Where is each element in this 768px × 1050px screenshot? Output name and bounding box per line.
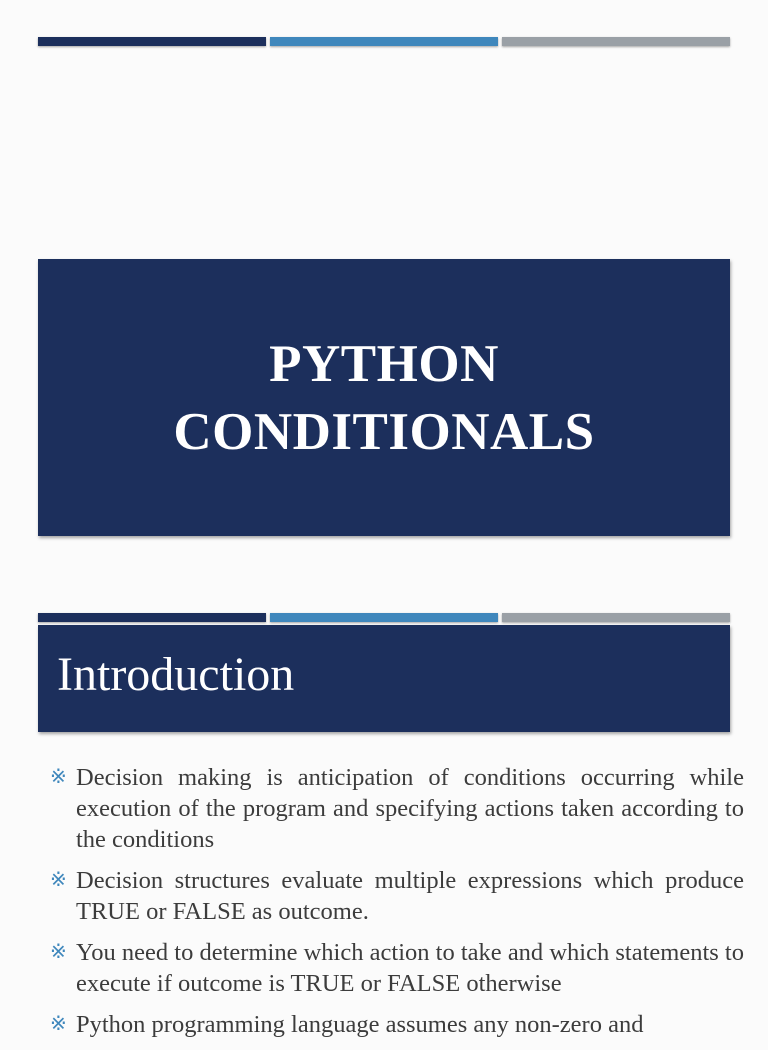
accent-bar-navy [38,613,266,622]
asterism-bullet-icon: ※ [50,1013,67,1035]
slide-title-line2: CONDITIONALS [173,402,595,461]
title-slide-banner [38,259,730,536]
bullet-text: Python programming language assumes any non-zero and [76,1011,644,1038]
accent-bar-navy [38,37,266,46]
asterism-bullet-icon: ※ [50,941,67,963]
bullet-text: Decision structures evaluate multiple expressions which produce TRUE or FALSE as outcome. [76,867,744,925]
bullet-item [50,865,744,927]
bullet-item [50,1009,744,1040]
asterism-bullet-icon: ※ [50,766,67,788]
bullet-text: You need to determine which action to take and which statements to execute if outcome is TRUE or FALSE otherwise [76,939,744,997]
accent-bar-blue [270,613,498,622]
accent-bar-gray [502,37,730,46]
accent-bar-gray [502,613,730,622]
slide-title [173,330,594,466]
bullet-list [50,762,744,1050]
bullet-text: Decision making is anticipation of conditions occurring while execution of the program and specifying actions taken according to the conditions [76,764,744,853]
section-header-banner [38,625,730,732]
accent-bar-blue [270,37,498,46]
asterism-bullet-icon: ※ [50,869,67,891]
section-heading: Introduction [57,648,295,701]
slide-title-line1: PYTHON [269,334,499,393]
bullet-item [50,937,744,999]
bullet-item [50,762,744,855]
